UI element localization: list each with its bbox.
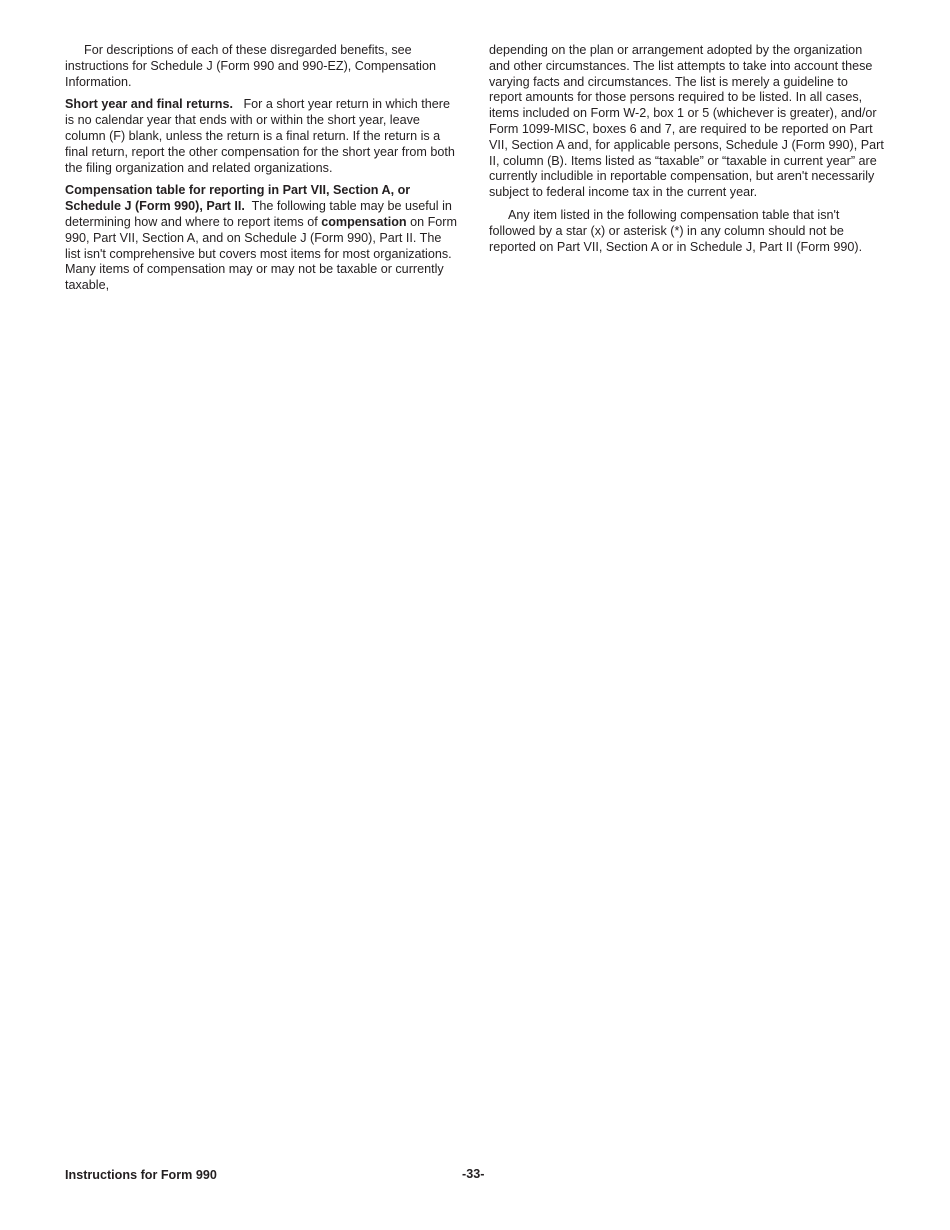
right-column (489, 43, 884, 262)
footer-title: Instructions for Form 990 (65, 1168, 217, 1182)
paragraph-compensation-table (65, 183, 457, 294)
short-year-heading: Short year and final returns. (65, 97, 233, 112)
compensation-table-body-2: on Form 990, Part VII, Section A, and on Schedule J (Form 990), Part II. The list isn't comprehensive but covers most items for most organizations. Many items of compensation may or may not be taxable or currently taxable, (65, 214, 457, 293)
page-number: -33- (462, 1167, 485, 1181)
short-year-body: For a short year return in which there is no calendar year that ends with or within the short year, leave column (F) blank, unless the return is a final return. If the return is a final return, report the other compensation for the short year from both the filing organization and related organizations. (65, 97, 455, 175)
compensation-table-heading: Compensation table for reporting in Part VII, Section A, or Schedule J (Form 990), Part II. (65, 183, 411, 214)
compensation-table-body-1: The following table may be useful in determining how and where to report items of (65, 199, 452, 229)
paragraph-short-year (65, 97, 457, 176)
compensation-term: compensation (321, 214, 407, 229)
paragraph-plan-arrangement: depending on the plan or arrangement adopted by the organization and other circumstances. The list attempts to take into account these varying facts and circumstances. The list is merely a guideline to report amounts for those persons required to be listed. In all cases, items included on Form W-2, box 1 or 5 (whichever is greater), and/or Form 1099-MISC, boxes 6 and 7, are required to be reported on Part VII, Section A and, for applicable persons, Schedule J (Form 990), Part II, column (B). Items listed as “taxable” or “taxable in current year” are currently includible in reportable compensation, but aren't necessarily subject to federal income tax in the current year. (489, 43, 884, 200)
paragraph-disregarded-benefits: For descriptions of each of these disregarded benefits, see instructions for Schedule J (Form 990 and 990-EZ), Compensation Information. (65, 43, 436, 89)
left-column (65, 43, 457, 301)
paragraph-any-item-listed: Any item listed in the following compensation table that isn't followed by a star (x) or asterisk (*) in any column should not be reported on Part VII, Section A or in Schedule J, Part II (Form 990). (489, 207, 863, 254)
